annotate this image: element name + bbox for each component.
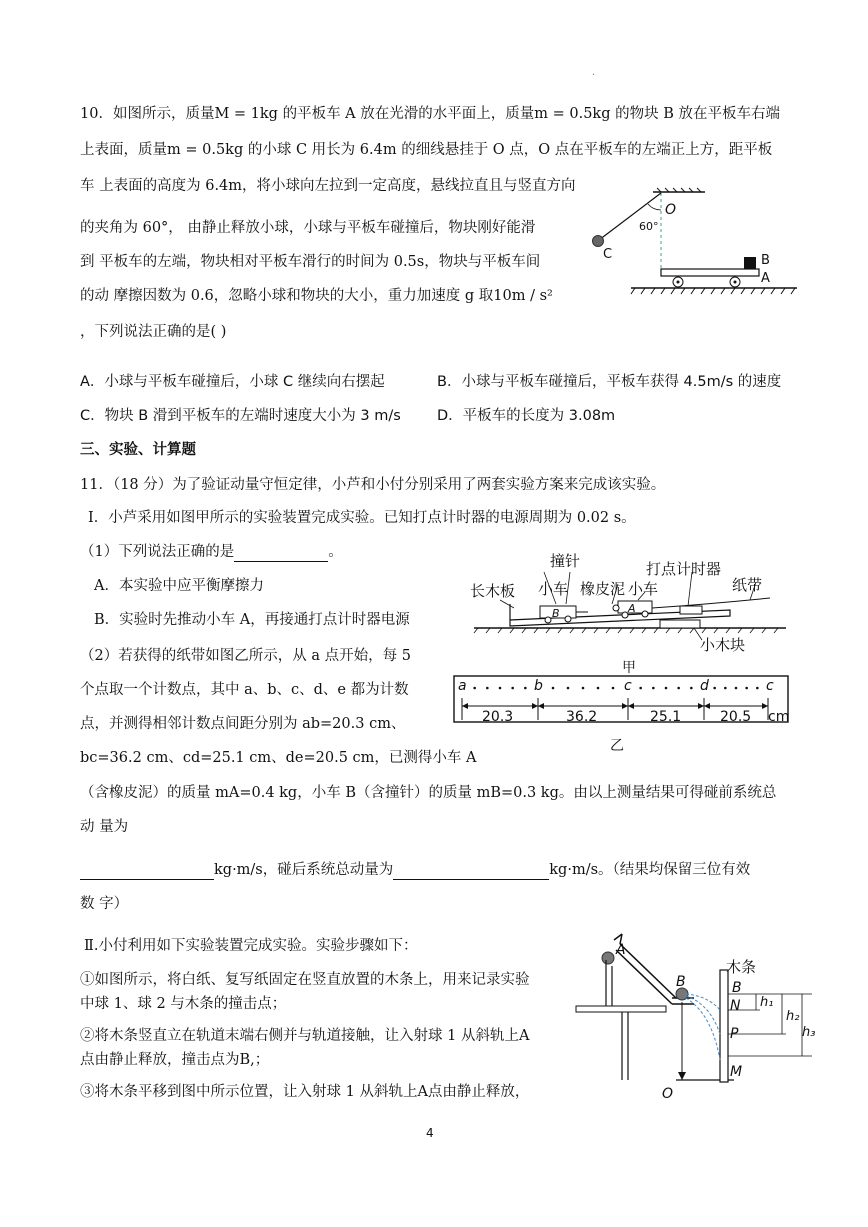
tape-point-b: b	[534, 678, 543, 694]
q10-line2: 上表面，质量m = 0.5kg 的小球 C 用长为 6.4m 的细线悬挂于 O 点，O 点在平板车的左端正上方，距平板	[80, 142, 773, 158]
q11-q2-line7-mid: kg·m/s，碰后系统总动量为	[214, 862, 394, 878]
q10-line1: 10．如图所示，质量M = 1kg 的平板车 A 放在光滑的水平面上，质量m = 0.5kg 的物块 B 放在平板车右端	[80, 106, 780, 122]
tape-dot	[511, 687, 514, 690]
q11-part-i: Ⅰ．小芦采用如图甲所示的实验装置完成实验。已知打点计时器的电源周期为 0.02 s。	[88, 510, 636, 526]
tape-dot	[639, 687, 642, 690]
q11-q2-line8: 数 字）	[80, 896, 129, 912]
fig-ii-m: M	[730, 1064, 743, 1080]
fig-ii-h2: h₂	[786, 1009, 800, 1024]
q11-blank-after[interactable]	[393, 863, 549, 880]
q11-fig-yi-caption: 乙	[610, 738, 624, 754]
q10-option-a: A．小球与平板车碰撞后，小球 C 继续向右摆起	[80, 374, 385, 390]
tape-dot	[677, 687, 680, 690]
q10-line4: 的夹角为 60°， 由静止释放小球，小球与平板车碰撞后，物块刚好能滑	[80, 220, 536, 236]
q11-q2-line2: 个点取一个计数点，其中 a、b、c、d、e 都为计数	[80, 682, 409, 698]
fig-ii-o: O	[662, 1086, 674, 1102]
tape-dot	[713, 687, 716, 690]
fig-ii-b: B	[676, 974, 686, 990]
fig-ii-n: N	[730, 998, 741, 1014]
q11-intro: 11．（18 分）为了验证动量守恒定律，小芦和小付分别采用了两套实验方案来完成该实验。	[80, 477, 666, 493]
tape-dot	[652, 687, 655, 690]
q10-label-o: O	[665, 202, 677, 218]
q11-q2-line7-end: kg·m/s。（结果均保留三位有效	[549, 862, 751, 878]
q11-q2-line7	[80, 860, 750, 880]
tape-dot	[612, 687, 615, 690]
q11-fig-jia-cart1: 小车	[538, 580, 569, 598]
tape-dot	[735, 687, 738, 690]
fig-ii-h1: h₁	[760, 995, 774, 1010]
q10-label-angle: 60°	[639, 220, 659, 233]
section-heading: 三、实验、计算题	[80, 442, 196, 458]
q11-blank-before[interactable]	[80, 863, 214, 880]
tape-dot	[665, 687, 668, 690]
q10-line3: 车 上表面的高度为 6.4m，将小球向左拉到一定高度，悬线拉直且与竖直方向	[80, 178, 576, 194]
q11-q1-option-b: B．实验时先推动小车 A，再接通打点计时器电源	[94, 612, 410, 628]
tape-dot	[745, 687, 748, 690]
q11-step1-line1: ①如图所示，将白纸、复写纸固定在竖直放置的木条上，用来记录实验	[80, 972, 530, 988]
tape-dot	[690, 687, 693, 690]
tape-point-d: d	[700, 678, 709, 694]
q11-q1-option-a: A．本实验中应平衡摩擦力	[94, 578, 264, 594]
q10-label-c: C	[603, 247, 613, 262]
q11-q2-line3: 点，并测得相邻计数点间距分别为 ab=20.3 cm、	[80, 716, 406, 732]
q11-figure-yi	[452, 674, 792, 754]
q10-figure	[585, 188, 805, 298]
top-mark: ·	[592, 70, 596, 81]
q10-line6: 的动 摩擦因数为 0.6，忽略小球和物块的大小，重力加速度 g 取10m / s²	[80, 288, 553, 304]
tape-dot	[756, 687, 759, 690]
tape-dot	[582, 687, 585, 690]
q11-fig-jia-b: B	[552, 607, 560, 620]
q10-option-d: D．平板车的长度为 3.08m	[437, 408, 616, 424]
fig-ii-h3: h₃	[802, 1025, 816, 1040]
tape-point-a: a	[458, 678, 467, 694]
q11-figure-ii	[576, 930, 816, 1100]
page-number: 4	[426, 1126, 434, 1140]
tape-dot	[486, 687, 489, 690]
q11-fig-jia-block: 小木块	[700, 636, 746, 654]
q11-fig-jia-needle: 撞针	[550, 552, 581, 570]
q11-fig-jia-tape: 纸带	[732, 576, 763, 594]
tape-dist-de: 20.5	[720, 709, 752, 725]
q11-fig-jia-board: 长木板	[470, 582, 516, 600]
fig-ii-wood: 木条	[726, 958, 757, 976]
fig-ii-a: A	[616, 942, 626, 958]
q11-fig-jia-cart2: 小车	[628, 580, 659, 598]
q11-fig-jia-timer: 打点计时器	[646, 560, 722, 578]
tape-dist-cd: 25.1	[650, 709, 682, 725]
q11-step2-line1: ②将木条竖直立在轨道末端右侧并与轨道接触，让入射球 1 从斜轨上A	[80, 1028, 530, 1044]
fig-ii-b2: B	[732, 980, 742, 996]
q11-figure-jia	[470, 548, 790, 678]
tape-dot	[552, 687, 555, 690]
q10-label-b: B	[761, 253, 770, 268]
q11-q1-blank[interactable]	[234, 545, 328, 562]
q11-q1-end: 。	[328, 544, 343, 560]
q11-q2-line1: （2）若获得的纸带如图乙所示，从 a 点开始，每 5	[80, 648, 411, 664]
q10-line7: ，下列说法正确的是( )	[80, 324, 227, 340]
tape-dot	[524, 687, 527, 690]
tape-dot	[499, 687, 502, 690]
q11-fig-jia-caption: 甲	[622, 660, 636, 676]
q11-part-ii: Ⅱ.小付利用如下实验装置完成实验。实验步骤如下：	[84, 938, 418, 954]
q11-q1	[80, 542, 343, 562]
tape-dot	[567, 687, 570, 690]
q11-q2-line4: bc=36.2 cm、cd=25.1 cm、de=20.5 cm，已测得小车 A	[80, 750, 477, 766]
q10-line5: 到 平板车的左端，物块相对平板车滑行的时间为 0.5s，物块与平板车间	[80, 254, 541, 270]
tape-dot	[597, 687, 600, 690]
tape-point-c: c	[624, 678, 632, 694]
q10-option-c: C．物块 B 滑到平板车的左端时速度大小为 3 m/s	[80, 408, 401, 424]
tape-dot	[724, 687, 727, 690]
q11-q2-line5: （含橡皮泥）的质量 mA=0.4 kg，小车 B（含撞针）的质量 mB=0.3 kg。由以上测量结果可得碰前系统总	[80, 785, 777, 801]
tape-point-c2: c	[766, 678, 774, 694]
fig-ii-p: P	[730, 1026, 739, 1042]
tape-dist-ab: 20.3	[482, 709, 514, 725]
tape-unit: cm	[768, 709, 790, 725]
q11-fig-jia-putty: 橡皮泥	[580, 580, 626, 598]
q11-fig-jia-a: A	[628, 602, 636, 615]
tape-dot	[473, 687, 476, 690]
q10-label-a: A	[761, 271, 770, 286]
q11-step1-line2: 中球 1、球 2 与木条的撞击点；	[80, 996, 287, 1012]
q11-q1-text: （1）下列说法正确的是	[80, 544, 235, 560]
q11-q2-line6: 动 量为	[80, 819, 129, 835]
q10-option-b: B．小球与平板车碰撞后，平板车获得 4.5m/s 的速度	[437, 374, 782, 390]
q11-step3-line1: ③将木条平移到图中所示位置，让入射球 1 从斜轨上A点由静止释放，	[80, 1084, 530, 1100]
tape-dist-bc: 36.2	[566, 709, 598, 725]
q11-step2-line2: 点由静止释放，撞击点为B,；	[80, 1052, 270, 1068]
